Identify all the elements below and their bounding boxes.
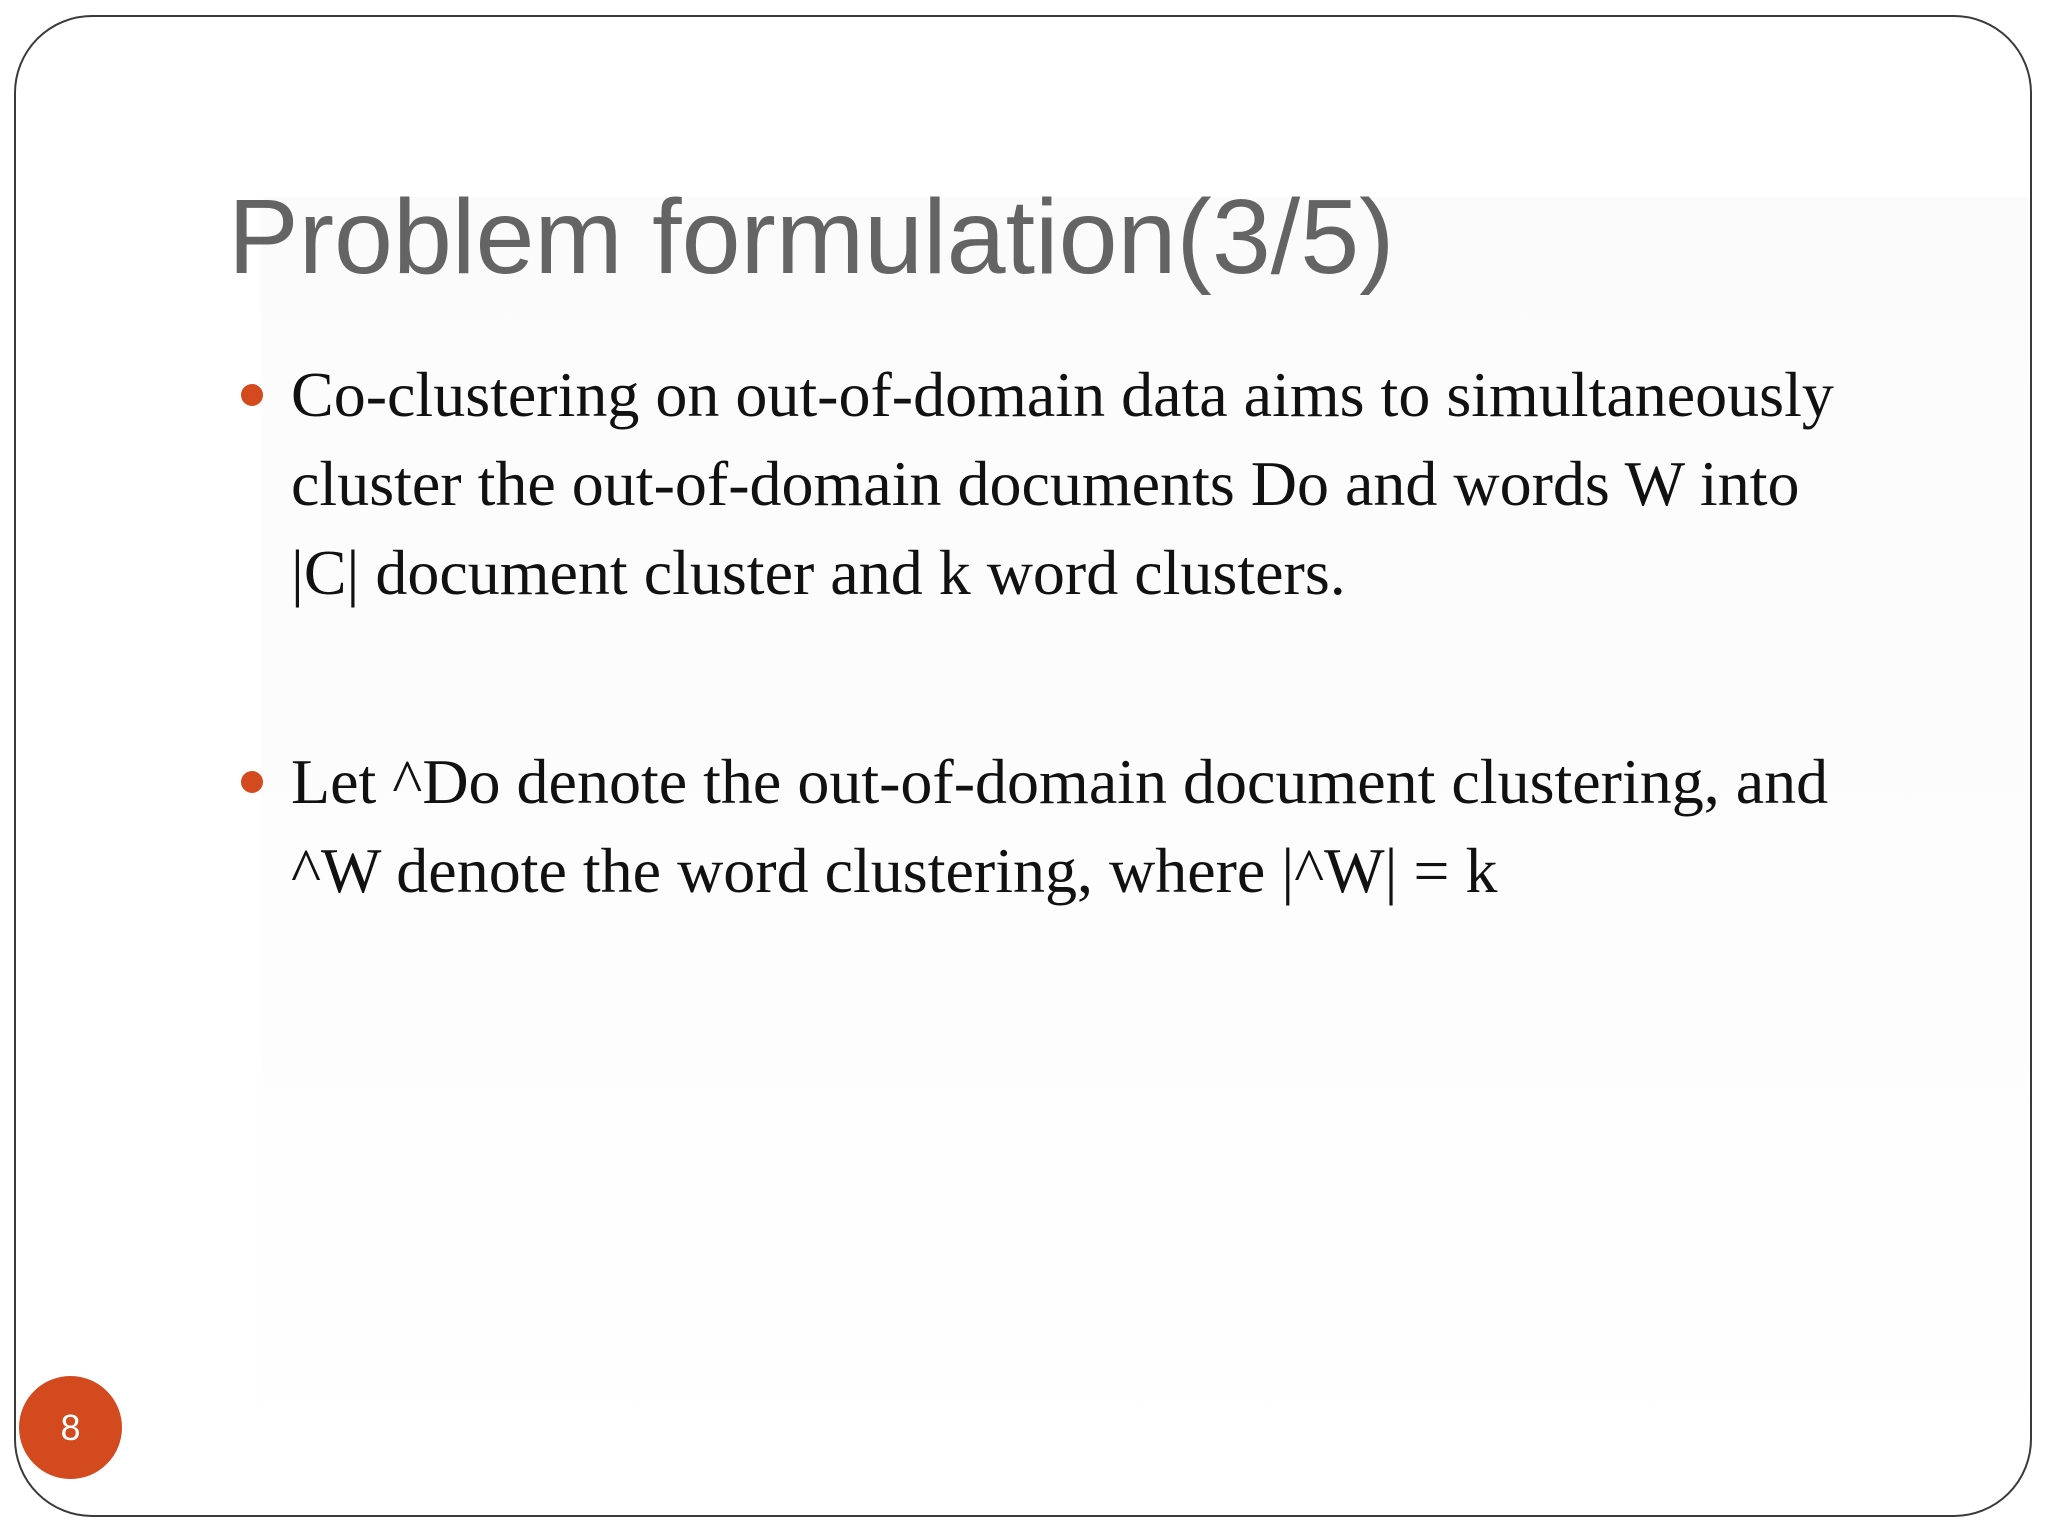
bullet-item [228, 350, 1928, 617]
slide-title: Problem formulation(3/5) [228, 178, 1395, 296]
bullet-text-line: Let ^Do denote the out-of-domain document clustering, and [291, 746, 1829, 817]
bullet-text-line: Co-clustering on out-of-domain data aims to simultaneously [291, 359, 1834, 430]
bullet-dot-icon [241, 384, 263, 406]
page-number-badge: 8 [19, 1376, 122, 1479]
bullet-text-line: cluster the out-of-domain documents Do and words W into [291, 448, 1800, 519]
bullet-text-line: ^W denote the word clustering, where |^W| = k [291, 835, 1498, 906]
bullet-dot-icon [241, 771, 263, 793]
slide [14, 15, 2032, 1517]
bullet-list [228, 350, 1928, 915]
bullet-text-line: |C| document cluster and k word clusters. [291, 537, 1346, 608]
bullet-item [228, 737, 1928, 915]
